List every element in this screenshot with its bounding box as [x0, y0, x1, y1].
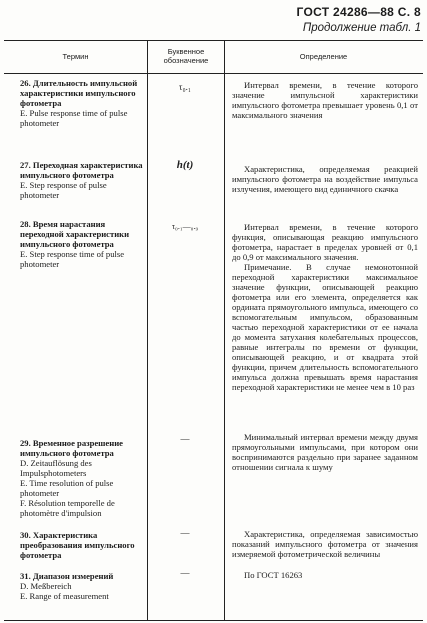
term-ru: 27. Переходная характеристика импульсного фотометра: [20, 160, 143, 180]
definition-text: По ГОСТ 16263: [244, 570, 303, 580]
table-bottom-rule: [4, 620, 423, 621]
term-ru: 28. Время нарастания переходной характеристики импульсного фотометра: [20, 219, 130, 249]
term-foreign: E. Time resolution of pulse photometer: [20, 478, 114, 498]
term-ru: 31. Диапазон измерений: [20, 571, 114, 581]
term-ru: 30. Характеристика преобразования импульсного фотометра: [20, 530, 135, 560]
definition-row-31: [232, 570, 418, 580]
terms-table: [4, 40, 423, 621]
term-row-27: [20, 160, 144, 200]
term-foreign: E. Step response time of pulse photometer: [20, 249, 125, 269]
page-id: ГОСТ 24286—88 С. 8: [296, 5, 421, 19]
column-header-terms: Термин: [62, 52, 89, 61]
column-header-symbol: Буквенное обозначение: [163, 47, 209, 65]
term-row-28: [20, 219, 144, 269]
table-continuation-label: Продолжение табл. 1: [302, 22, 421, 34]
definition-text: Интервал времени, в течение которого функция, описывающая реакцию импульсного фотометра, нарастает в пределах уровней от 0,1 до 0,9 от максимального значения.: [232, 222, 418, 262]
term-foreign: E. Range of measurement: [20, 591, 109, 601]
term-ru: 26. Длительность импульсной характеристики импульсного фотометра: [20, 78, 138, 108]
term-foreign: F. Résolution temporelle de photomètre d'impulsion: [20, 498, 115, 518]
symbol-row-31: —: [180, 568, 190, 578]
symbol-row-30: —: [180, 528, 190, 538]
definition-note: Примечание. В случае немонотонной переходной характеристики максимальное значение функции, описывающей реакцию фотометра или его элемента, определяется как ордината прямоугольного импульса, имеющего со вспомогательным импульсом, образованным частью переходной характеристики от ее начала до момента затухания колебательных процессов, равные интегралы по времени от функции, описывающей реакцию, и от квадрата этой функции, причем длительность вспомогательного импульса должна превышать время нарастания переходной характеристики не менее чем в 10 раз: [232, 262, 418, 392]
symbol-row-28: τ₀.₁—₀.₉: [171, 222, 199, 231]
term-foreign: D. Meßbereich: [20, 581, 72, 591]
term-foreign: E. Step response of pulse photometer: [20, 180, 107, 200]
definition-text: Характеристика, определяемая зависимостью показаний импульсного фотометра от значения измеряемой фотометрической величины: [232, 529, 418, 559]
column-divider: [147, 40, 148, 621]
term-ru: 29. Временное разрешение импульсного фотометра: [20, 438, 123, 458]
symbol-row-26: τ₀.₁: [178, 82, 192, 92]
term-foreign: D. Zeitauflösung des Impulsphotometers: [20, 458, 92, 478]
symbol-row-27: h(t): [176, 159, 194, 171]
column-divider: [224, 40, 225, 621]
definition-row-29: [232, 432, 418, 472]
definition-row-30: [232, 529, 418, 559]
term-row-26: [20, 78, 144, 128]
term-foreign: E. Pulse response time of pulse photometer: [20, 108, 128, 128]
term-row-29: [20, 438, 144, 518]
symbol-row-29: —: [180, 434, 190, 444]
definition-text: Характеристика, определяемая реакцией импульсного фотометра на воздействие импульса излучения, имеющего вид единичного скачка: [232, 164, 418, 194]
column-header-definition: Определение: [299, 52, 348, 61]
term-row-31: [20, 571, 144, 601]
definition-text: Минимальный интервал времени между двумя прямоугольными импульсами, при котором они воспринимаются раздельно при заранее заданном отношении сигнала к шуму: [232, 432, 418, 472]
definition-row-28: [232, 222, 418, 392]
definition-text: Интервал времени, в течение которого значение импульсной характеристики импульсного фотометра превышает уровень 0,1 от максимального значения: [232, 80, 418, 120]
term-row-30: [20, 530, 144, 560]
definition-row-26: [232, 80, 418, 120]
header-rule: [4, 73, 423, 74]
definition-row-27: [232, 164, 418, 194]
table-top-rule: [4, 40, 423, 41]
